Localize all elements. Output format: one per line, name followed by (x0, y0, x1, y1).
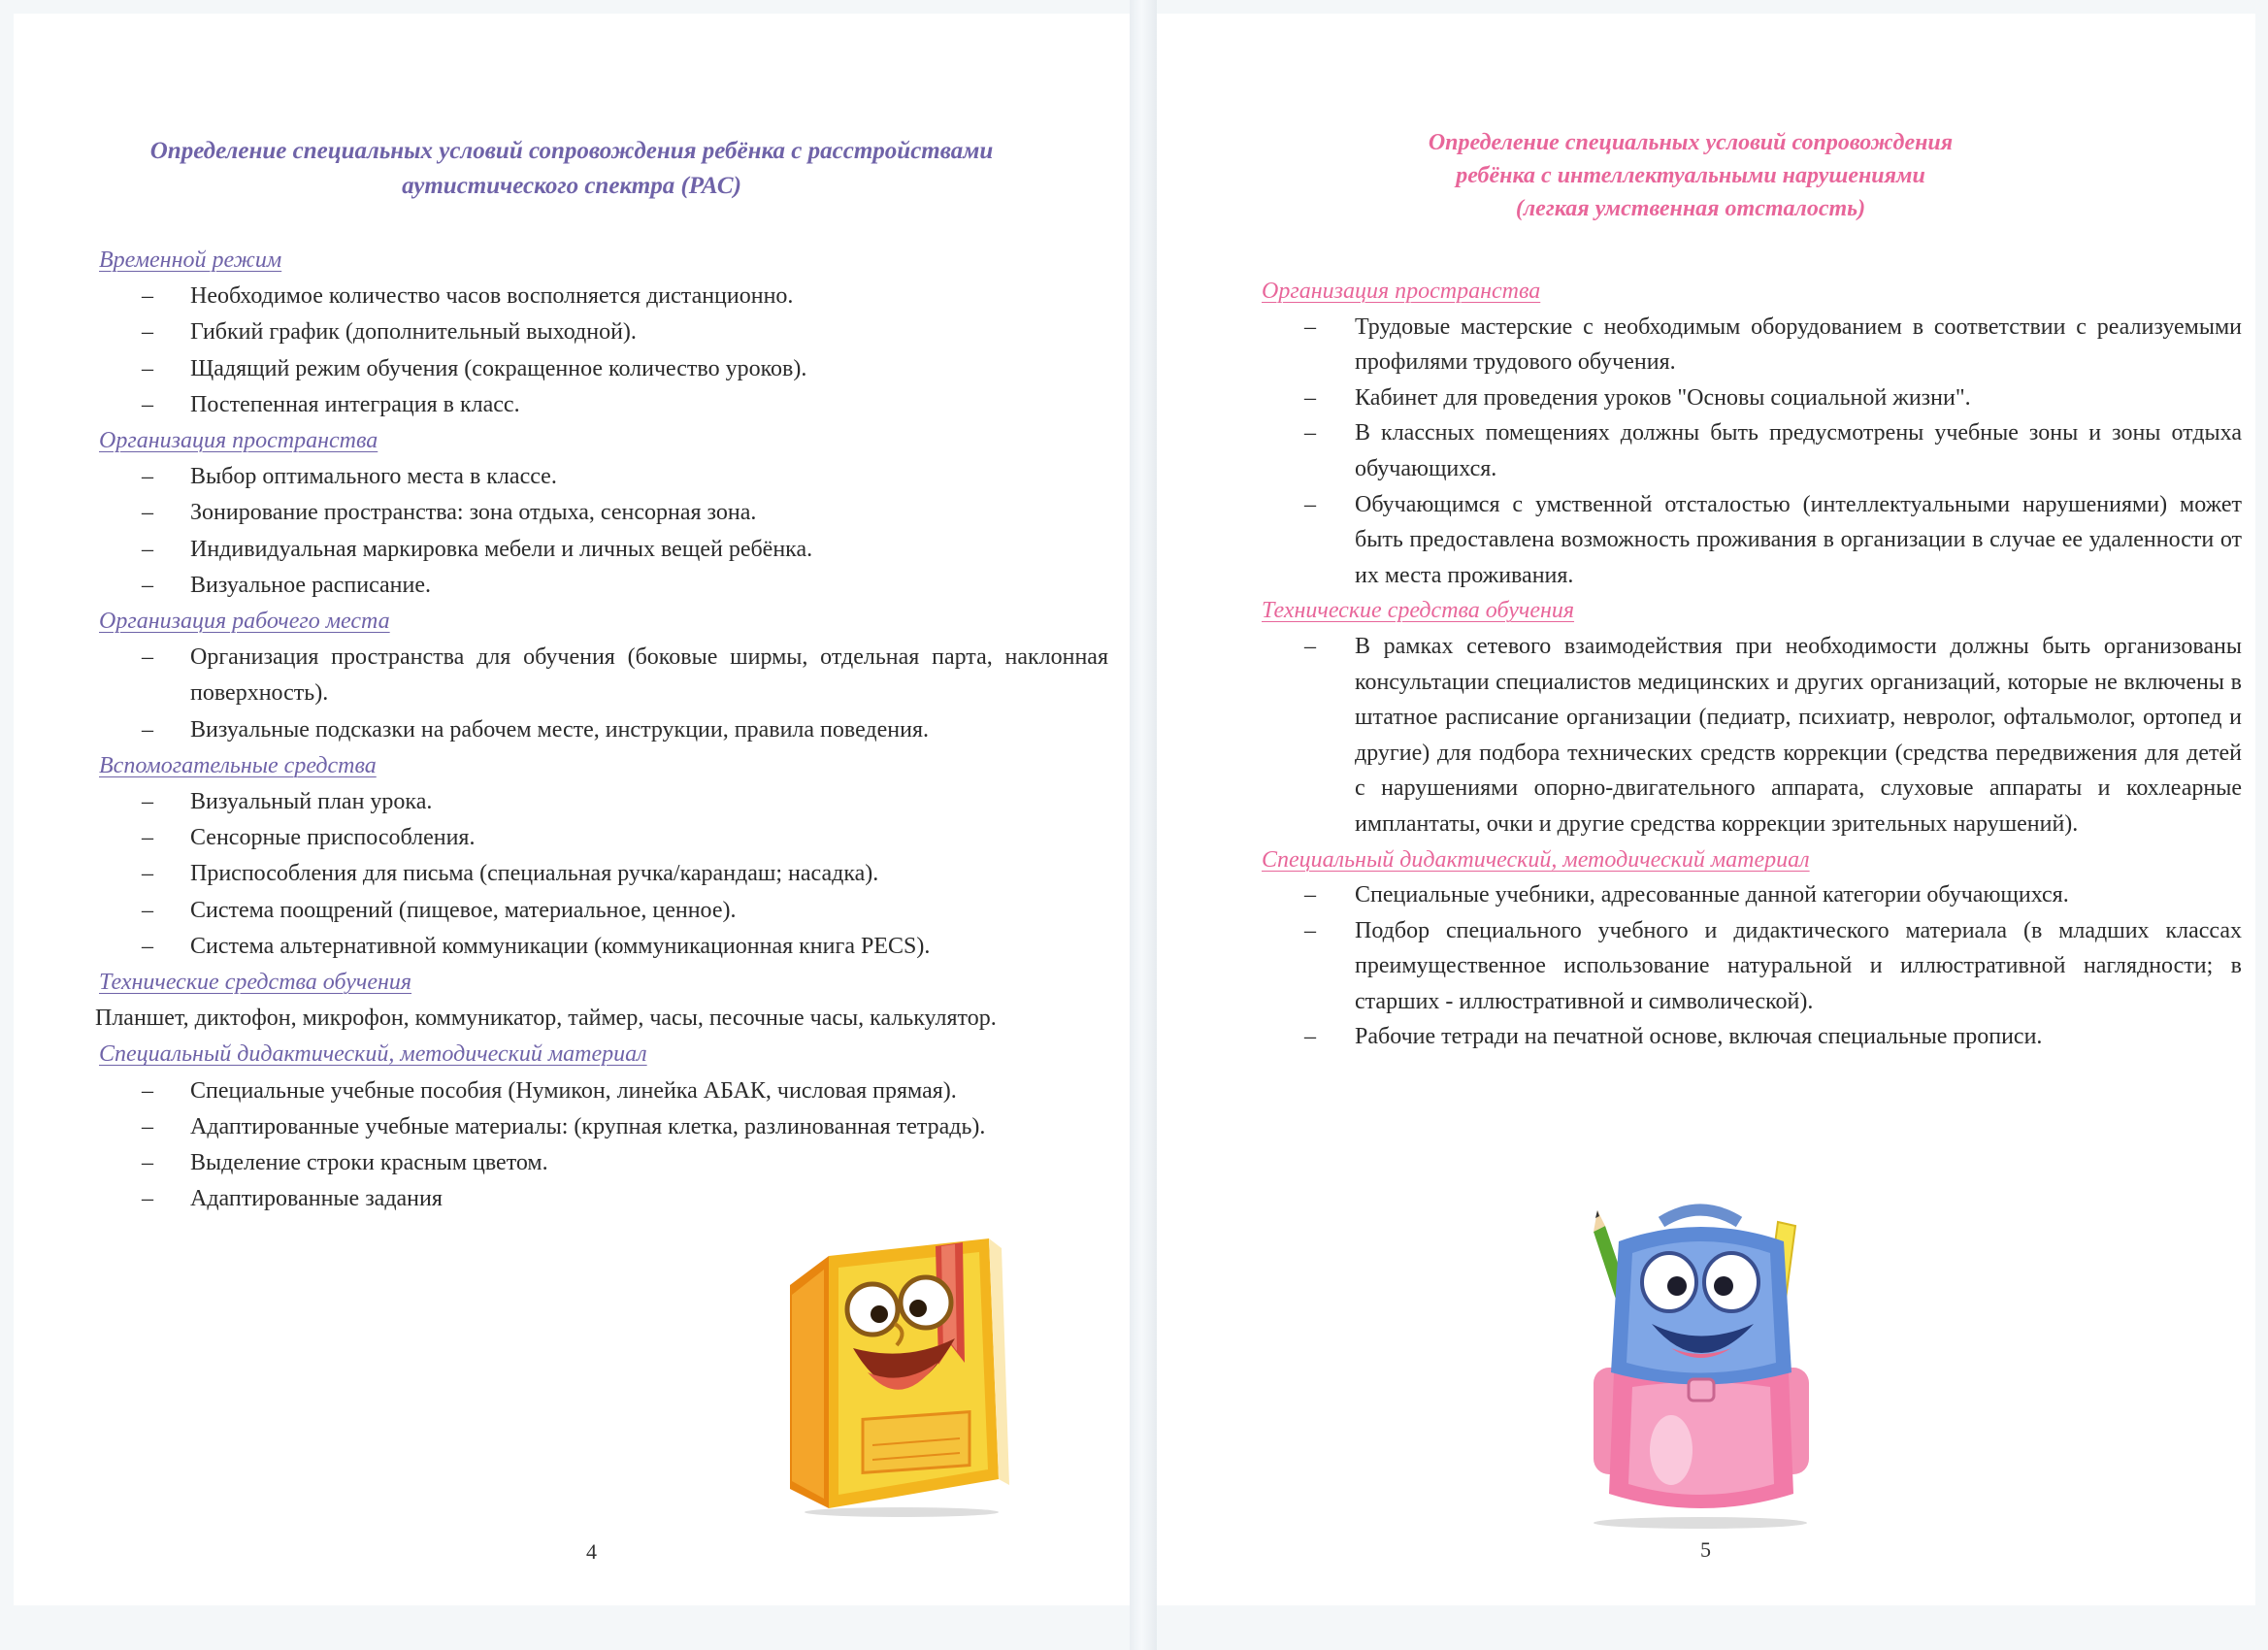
section-heading: Специальный дидактический, методический материал (1262, 846, 1810, 873)
list-dash: – (142, 355, 153, 381)
list-item-text: Постепенная интеграция в класс. (190, 391, 520, 417)
section-heading: Специальный дидактический, методический материал (99, 1041, 647, 1068)
page-number: 5 (1700, 1537, 1711, 1562)
list-dash: – (142, 536, 153, 562)
list-item (95, 568, 1114, 604)
book-gutter (1130, 0, 1157, 1650)
list-item (95, 459, 1114, 495)
list-dash: – (142, 825, 153, 851)
list-dash: – (1304, 882, 1316, 908)
list-dash: – (142, 1077, 153, 1104)
left-title-line-2: аутистического спектра (РАС) (402, 173, 741, 199)
right-title-line-3: (легкая умственная отсталость) (1515, 196, 1866, 221)
list-item-text: Кабинет для проведения уроков "Основы социальной жизни". (1355, 384, 1971, 411)
list-item (95, 279, 1114, 314)
list-dash: – (1304, 384, 1316, 411)
list-item (95, 784, 1114, 820)
left-title-line-1: Определение специальных условий сопровождения ребёнка с расстройствами (149, 138, 994, 164)
right-title-line-1: Определение специальных условий сопровождения (1428, 130, 1954, 155)
list-dash: – (142, 1113, 153, 1139)
list-dash: – (1304, 633, 1316, 659)
list-item-text: Специальные учебники, адресованные данной категории обучающихся. (1355, 882, 2069, 908)
bullet-list (1258, 877, 2248, 1055)
list-item-text: Трудовые мастерские с необходимым оборудованием в соответствии с реализуемыми профилями трудового обучения. (1355, 314, 2242, 376)
list-dash: – (142, 1186, 153, 1212)
list-dash: – (142, 283, 153, 310)
list-item-text: В рамках сетевого взаимодействия при необходимости должны быть организованы консультации специалистов медицинских и других организаций, которые не включены в штатное расписание организации (педиатр, психиатр, невролог, офтальмолог, ортопед и другие) для подбора технических средств коррекции (средства передвижения для детей с нарушениями опорно-двигательного аппарата, слуховые аппараты и кохлеарные имплантаты, очки и другие средства коррекции зрительных нарушений). (1355, 633, 2242, 837)
list-item-text: Адаптированные задания (190, 1186, 443, 1212)
bullet-list (95, 279, 1114, 423)
list-dash: – (142, 391, 153, 417)
list-item-text: Выбор оптимального места в классе. (190, 464, 557, 490)
cartoon-backpack-icon (1555, 1203, 1846, 1533)
list-item (95, 712, 1114, 748)
list-item-text: Выделение строки красным цветом. (190, 1150, 548, 1176)
right-page (1157, 14, 2255, 1605)
list-dash: – (142, 933, 153, 959)
bullet-list (95, 1073, 1114, 1218)
list-item (1258, 913, 2248, 1020)
list-item (1258, 415, 2248, 486)
list-item (95, 640, 1114, 711)
list-dash: – (142, 716, 153, 742)
right-page-title (1273, 126, 2108, 225)
list-dash: – (142, 319, 153, 346)
bullet-list (95, 784, 1114, 965)
list-dash: – (142, 572, 153, 598)
section-heading: Организация рабочего места (99, 609, 390, 635)
list-dash: – (1304, 420, 1316, 446)
list-dash: – (1304, 491, 1316, 517)
list-item-text: Подбор специального учебного и дидактического материала (в младших классах преимущественное использование натуральной и иллюстративной наглядности; в старших - иллюстративной и символической). (1355, 917, 2242, 1014)
section-heading: Вспомогательные средства (99, 752, 377, 778)
list-item (95, 495, 1114, 531)
list-item (95, 820, 1114, 856)
list-item (95, 532, 1114, 568)
list-item (95, 314, 1114, 350)
list-item-text: Визуальный план урока. (190, 789, 433, 815)
section-heading: Временной режим (99, 248, 282, 273)
list-dash: – (1304, 1024, 1316, 1050)
list-item (1258, 310, 2248, 380)
list-item-text: Обучающимся с умственной отсталостью (интеллектуальными нарушениями) может быть предоставлена возможность проживания в организации в случае ее удаленности от их места проживания. (1355, 491, 2242, 588)
list-item-text: Визуальные подсказки на рабочем месте, инструкции, правила поведения. (190, 716, 930, 742)
left-page-title (72, 134, 1071, 204)
cartoon-book-icon (771, 1227, 1023, 1518)
list-item-text: Индивидуальная маркировка мебели и личных вещей ребёнка. (190, 536, 813, 562)
list-item-text: Система альтернативной коммуникации (коммуникационная книга PECS). (190, 933, 931, 959)
bullet-list (95, 459, 1114, 604)
list-item-text: Адаптированные учебные материалы: (крупная клетка, разлинованная тетрадь). (190, 1113, 986, 1139)
list-item (95, 929, 1114, 965)
list-dash: – (142, 897, 153, 923)
list-item (95, 1181, 1114, 1217)
list-dash: – (142, 464, 153, 490)
list-item (95, 893, 1114, 929)
list-item (95, 387, 1114, 423)
list-dash: – (1304, 314, 1316, 340)
bullet-list (1258, 310, 2248, 594)
list-item-text: Сенсорные приспособления. (190, 825, 476, 851)
right-page-body (1258, 274, 2248, 1055)
list-item (1258, 380, 2248, 416)
list-dash: – (142, 644, 153, 671)
section-heading: Технические средства обучения (99, 970, 412, 996)
section-paragraph: Планшет, диктофон, микрофон, коммуникатор, таймер, часы, песочные часы, калькулятор. (95, 1006, 997, 1032)
list-item (1258, 877, 2248, 913)
list-item-text: Гибкий график (дополнительный выходной). (190, 319, 637, 346)
list-item-text: Визуальное расписание. (190, 572, 432, 598)
list-item-text: Специальные учебные пособия (Нумикон, линейка АБАК, числовая прямая). (190, 1077, 957, 1104)
list-item (95, 351, 1114, 387)
section-heading: Организация пространства (1262, 279, 1541, 304)
bullet-list (1258, 629, 2248, 842)
list-item (1258, 1019, 2248, 1055)
list-item (95, 1073, 1114, 1109)
list-item (95, 1145, 1114, 1181)
list-dash: – (142, 861, 153, 887)
list-item-text: Система поощрений (пищевое, материальное, ценное). (190, 897, 737, 923)
right-title-line-2: ребёнка с интеллектуальными нарушениями (1456, 163, 1925, 188)
list-item-text: Необходимое количество часов восполняется дистанционно. (190, 283, 794, 310)
list-item-text: Приспособления для письма (специальная ручка/карандаш; насадка). (190, 861, 879, 887)
list-item-text: Щадящий режим обучения (сокращенное количество уроков). (190, 355, 807, 381)
list-item-text: В классных помещениях должны быть предусмотрены учебные зоны и зоны отдыха обучающихся. (1355, 420, 2242, 481)
list-item-text: Рабочие тетради на печатной основе, включая специальные прописи. (1355, 1024, 2043, 1050)
page-number: 4 (586, 1539, 597, 1564)
list-dash: – (142, 500, 153, 526)
list-item (95, 1109, 1114, 1145)
list-dash: – (1304, 917, 1316, 943)
list-item (1258, 629, 2248, 842)
list-item (95, 856, 1114, 892)
bullet-list (95, 640, 1114, 748)
section-heading: Технические средства обучения (1262, 598, 1575, 624)
left-page-body (95, 243, 1114, 1217)
list-item-text: Организация пространства для обучения (боковые ширмы, отдельная парта, наклонная поверхность). (190, 644, 1108, 707)
left-page (14, 14, 1130, 1605)
list-item (1258, 487, 2248, 594)
list-item-text: Зонирование пространства: зона отдыха, сенсорная зона. (190, 500, 757, 526)
list-dash: – (142, 1150, 153, 1176)
list-dash: – (142, 789, 153, 815)
section-heading: Организация пространства (99, 428, 378, 454)
